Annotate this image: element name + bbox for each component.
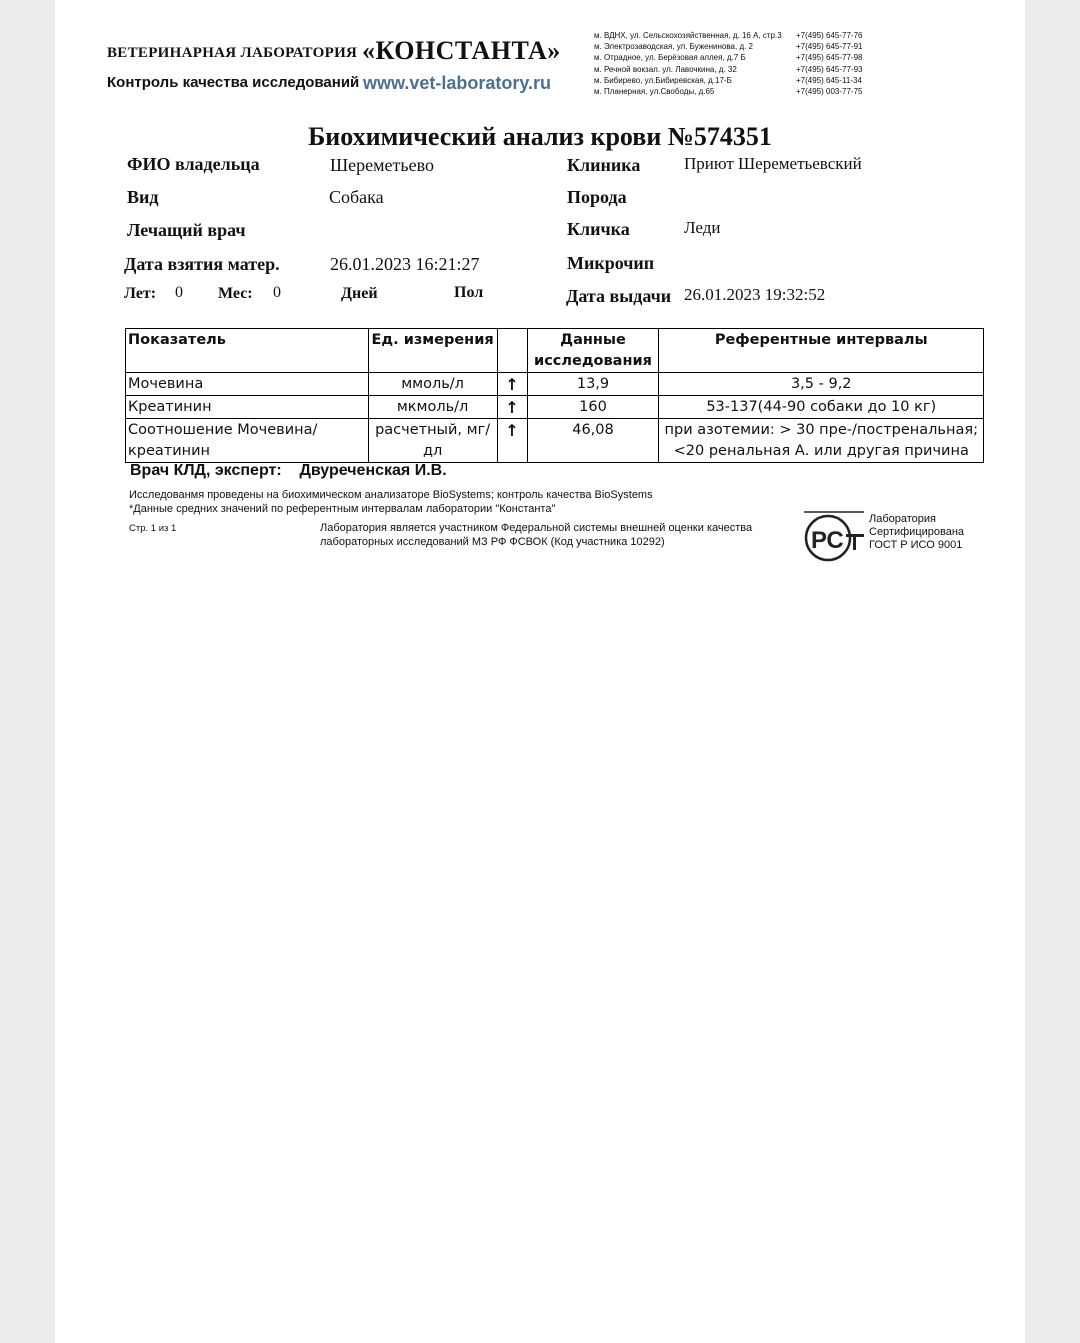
unit-cell: расчетный, мг/дл — [368, 419, 497, 463]
header-reference: Референтные интервалы — [659, 329, 984, 373]
reference-note: *Данные средних значений по референтным интервалам лаборатории "Константа" — [129, 503, 556, 515]
sample-date-value: 26.01.2023 16:21:27 — [330, 254, 480, 274]
document-page — [55, 0, 1025, 1343]
footnotes — [129, 488, 653, 516]
website-link[interactable]: www.vet-laboratory.ru — [363, 73, 552, 93]
clinic-label: Клиника — [567, 155, 641, 175]
table-row — [126, 396, 984, 419]
days-label: Дней — [341, 285, 378, 302]
quality-slogan: Контроль качества исследований — [107, 74, 360, 91]
table-row — [126, 419, 984, 463]
species-value: Собака — [329, 187, 384, 207]
results-table — [125, 328, 984, 463]
reference-cell: 53-137(44-90 собаки до 10 кг) — [659, 396, 984, 419]
param-cell: Соотношение Мочевина/креатинин — [126, 419, 369, 463]
header-flag — [497, 329, 527, 373]
branch-row: м. Электрозаводская, ул. Буженинова, д. 2 +7(495) 645-77-91 — [594, 42, 863, 52]
lab-name: ВЕТЕРИНАРНАЯ ЛАБОРАТОРИЯ — [107, 45, 358, 61]
header-param: Показатель — [126, 329, 369, 373]
svg-text:РС: РС — [811, 527, 844, 554]
certification-text: Лаборатория Сертифицирована ГОСТ Р ИСО 9001 — [869, 513, 965, 551]
branch-row: м. ВДНХ, ул. Сельскохозяйственная, д. 16 А, стр.3 +7(495) 645-77-76 — [594, 31, 863, 40]
issue-date-value: 26.01.2023 19:32:52 — [684, 285, 826, 304]
years-label: Лет: — [124, 285, 157, 302]
years-value: 0 — [175, 284, 183, 301]
sex-label: Пол — [454, 284, 484, 301]
fsvok-note: Лаборатория является участником Федеральной системы внешней оценки качества лабораторных исследований МЗ РФ ФСВОК (Код участника 10292) — [320, 522, 753, 548]
reference-cell: 3,5 - 9,2 — [659, 373, 984, 396]
issue-date-label: Дата выдачи — [566, 286, 672, 306]
table-header-row — [126, 329, 984, 373]
owner-label: ФИО владельца — [127, 154, 260, 174]
pet-name-label: Кличка — [567, 219, 630, 239]
value-cell: 160 — [527, 396, 659, 419]
unit-cell: мкмоль/л — [368, 396, 497, 419]
pet-name-value: Леди — [684, 218, 721, 237]
arrow-up-icon: ↑ — [497, 396, 527, 419]
rst-certification-logo — [802, 510, 866, 567]
unit-cell: ммоль/л — [368, 373, 497, 396]
breed-label: Порода — [567, 187, 627, 207]
param-cell: Креатинин — [126, 396, 369, 419]
table-row — [126, 373, 984, 396]
page-number: Стр. 1 из 1 — [129, 523, 177, 534]
doctor-label: Лечащий врач — [127, 220, 246, 240]
arrow-up-icon: ↑ — [497, 419, 527, 463]
branch-row: м. Отрадное, ул. Берёзовая аллея, д.7 Б +7(495) 645-77-98 — [594, 53, 863, 63]
branch-row: м. Бибирево, ул.Бибиревская, д.17-Б +7(495) 645-11-34 — [594, 75, 862, 85]
branch-row: м. Планерная, ул.Свободы, д.65 +7(495) 003-77-75 — [594, 87, 863, 97]
owner-value: Шереметьево — [330, 155, 434, 175]
sample-date-label: Дата взятия матер. — [124, 254, 280, 274]
reference-cell: при азотемии: > 30 пре-/постренальная; <20 ренальная А. или другая причина — [659, 419, 984, 463]
branch-list — [594, 30, 863, 97]
header-value: Данные исследования — [527, 329, 659, 373]
microchip-label: Микрочип — [567, 253, 655, 273]
value-cell: 46,08 — [527, 419, 659, 463]
param-cell: Мочевина — [126, 373, 369, 396]
expert-signature — [130, 462, 447, 480]
arrow-up-icon: ↑ — [497, 373, 527, 396]
months-label: Мес: — [218, 285, 253, 302]
analyzer-note: Исследованмя проведены на биохимическом анализаторе BioSystems; контроль качества BioSystems — [129, 489, 653, 501]
months-value: 0 — [273, 284, 281, 301]
species-label: Вид — [127, 187, 159, 207]
expert-label: Врач КЛД, эксперт: — [130, 462, 282, 479]
branch-row: м. Речной вокзал. ул. Лавочкина, д. 32 +7(495) 645-77-93 — [594, 64, 863, 74]
document-title: Биохимический анализ крови №574351 — [308, 122, 772, 151]
clinic-value: Приют Шереметьевский — [684, 154, 862, 173]
lab-brand: «КОНСТАНТА» — [362, 36, 561, 65]
header-unit: Ед. измерения — [368, 329, 497, 373]
value-cell: 13,9 — [527, 373, 659, 396]
expert-name: Двуреченская И.В. — [299, 462, 447, 479]
